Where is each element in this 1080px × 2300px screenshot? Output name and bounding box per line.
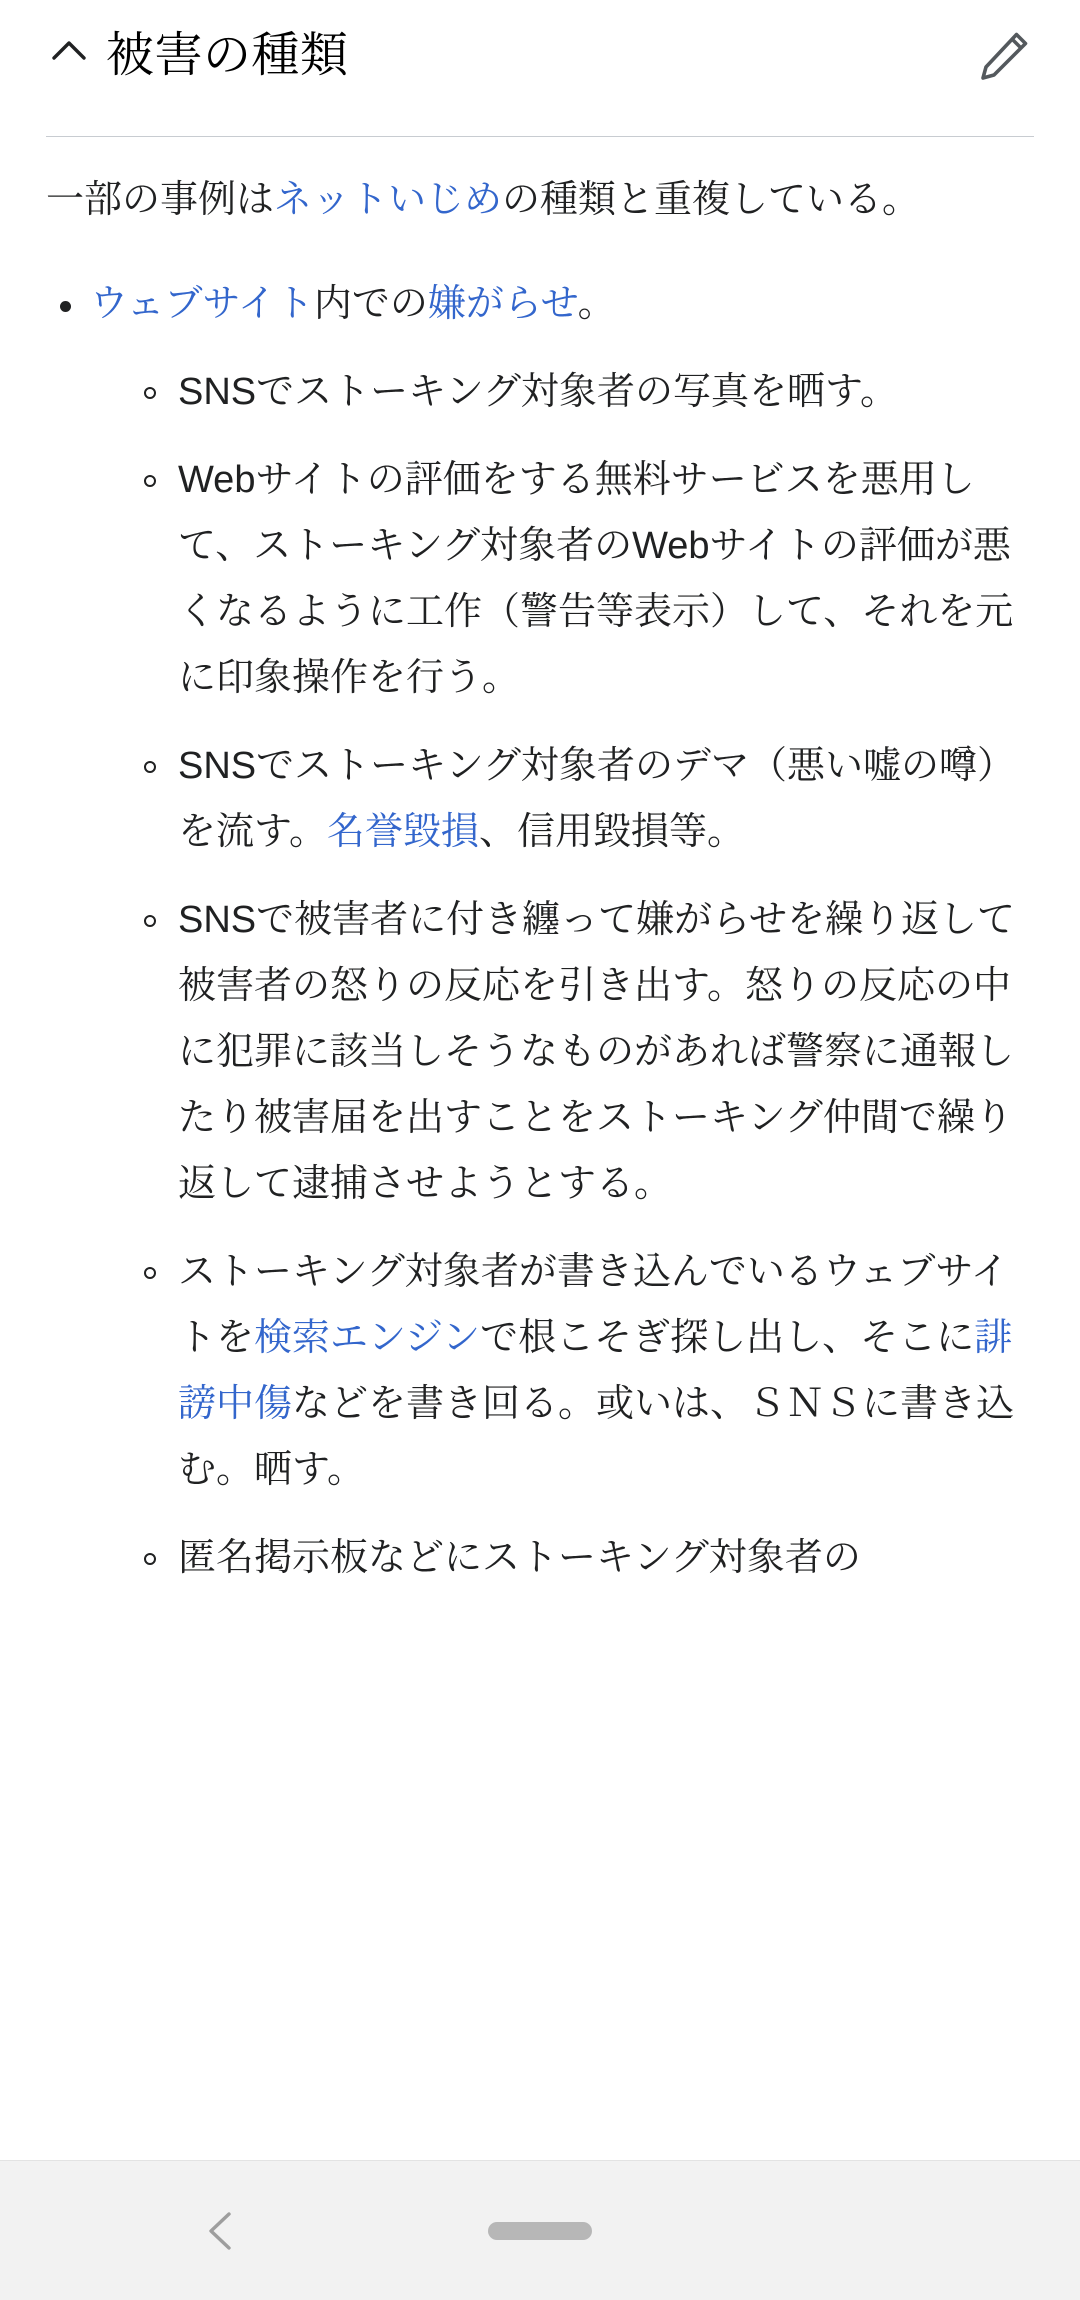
- subitem-text: などを書き回る。或いは、ＳＮＳに書き込む。晒す。: [178, 1383, 1015, 1491]
- link-harassment[interactable]: 嫌がらせ: [427, 283, 578, 325]
- article-body: [0, 167, 1080, 1591]
- bullet-list-level1: [46, 271, 1034, 1591]
- list-item: [132, 359, 1034, 425]
- bullet-list-level2: [90, 359, 1034, 1591]
- list-item: [132, 447, 1034, 711]
- list-item: [132, 887, 1034, 1217]
- subitem-text: SNSでストーキング対象者の写真を晒す。: [178, 371, 898, 413]
- subitem-text: Webサイトの評価をする無料サービスを悪用して、ストーキング対象者のWebサイトの評価が悪くなるように工作（警告等表示）して、それを元に印象操作を行う。: [178, 459, 1014, 699]
- header-divider: [46, 136, 1034, 137]
- intro-paragraph: [46, 167, 1034, 233]
- subitem-text: 、信用毀損等。: [478, 811, 745, 853]
- subitem-text: で根こそぎ探し出し、そこに: [480, 1317, 975, 1359]
- chevron-left-icon[interactable]: [198, 2206, 248, 2256]
- intro-text-before: 一部の事例は: [46, 179, 275, 221]
- link-hibou-chushou[interactable]: 誹謗中傷: [178, 1317, 1013, 1425]
- list-item: [132, 733, 1034, 865]
- home-indicator[interactable]: [488, 2222, 592, 2240]
- link-net-ijime[interactable]: ネットいじめ: [274, 179, 503, 221]
- intro-text-after: の種類と重複している。: [502, 179, 921, 221]
- bullet-lead-tail: 。: [577, 283, 616, 325]
- link-website[interactable]: ウェブサイト: [90, 283, 314, 325]
- list-item: [132, 1239, 1034, 1503]
- list-item: [46, 271, 1034, 1591]
- list-item: [132, 1525, 1034, 1591]
- bullet-lead-mid: 内での: [313, 283, 428, 325]
- link-meiyo-kison[interactable]: 名誉毀損: [326, 811, 479, 853]
- pencil-edit-icon[interactable]: [974, 28, 1034, 88]
- section-title: 被害の種類: [106, 29, 349, 82]
- subitem-text: 匿名掲示板などにストーキング対象者の: [178, 1537, 861, 1579]
- system-navigation-bar: [0, 2160, 1080, 2300]
- section-header: [0, 0, 1080, 120]
- chevron-up-icon[interactable]: [46, 30, 92, 90]
- subitem-text: ストーキング対象者が書き込んでいるウェブサイトを: [178, 1251, 1009, 1359]
- subitem-text: SNSで被害者に付き纏って嫌がらせを繰り返して被害者の怒りの反応を引き出す。怒りの反応の中に犯罪に該当しそうなものがあれば警察に通報したり被害届を出すことをストーキング仲間で繰り返して逮捕させようとする。: [178, 899, 1015, 1205]
- subitem-text: SNSでストーキング対象者のデマ（悪い嘘の噂）を流す。: [178, 745, 1015, 853]
- link-search-engine[interactable]: 検索エンジン: [254, 1317, 481, 1359]
- bullet-lead-line: [90, 283, 616, 325]
